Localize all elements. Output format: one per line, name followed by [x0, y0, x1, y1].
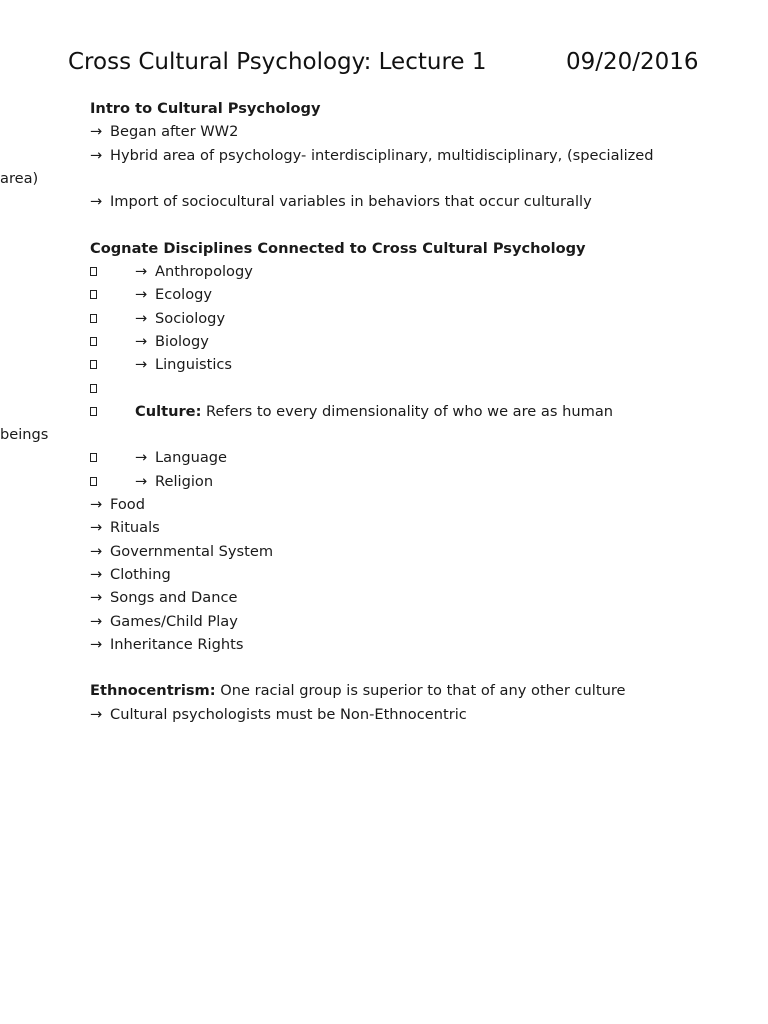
- list-item: → Clothing: [90, 563, 690, 586]
- arrow-icon: →: [90, 565, 103, 583]
- arrow-icon: →: [135, 263, 148, 281]
- list-item-continuation: area): [0, 169, 39, 187]
- list-item: → Hybrid area of psychology- interdisciplinary, multidisciplinary, (specialized: [90, 144, 690, 167]
- checkbox-square-icon: [90, 290, 97, 299]
- term-culture: Culture:: [135, 402, 202, 420]
- list-item: → Language: [90, 446, 690, 469]
- checkbox-square-icon: [90, 314, 97, 323]
- list-item: → Inheritance Rights: [90, 633, 690, 656]
- list-item: → Religion: [90, 470, 690, 493]
- arrow-icon: →: [90, 705, 103, 723]
- checkbox-square-icon: [90, 407, 97, 416]
- culture-definition-continuation: beings: [0, 426, 49, 444]
- arrow-icon: →: [135, 286, 148, 304]
- checkbox-square-icon: [90, 384, 97, 393]
- arrow-icon: →: [90, 193, 103, 211]
- list-item: → Began after WW2: [90, 120, 690, 143]
- checkbox-square-icon: [90, 360, 97, 369]
- page-title: Cross Cultural Psychology: Lecture 1: [68, 49, 487, 75]
- section-heading-cognate: Cognate Disciplines Connected to Cross Cultural Psychology: [90, 239, 586, 257]
- list-item: → Songs and Dance: [90, 586, 690, 609]
- list-item: → Anthropology: [90, 260, 690, 283]
- arrow-icon: →: [90, 542, 103, 560]
- list-item-empty: [90, 377, 690, 400]
- list-item: → Rituals: [90, 516, 690, 539]
- checkbox-square-icon: [90, 477, 97, 486]
- checkbox-square-icon: [90, 337, 97, 346]
- ethnocentrism-definition: Ethnocentrism: One racial group is superior to that of any other culture: [90, 682, 626, 700]
- arrow-icon: →: [135, 309, 148, 327]
- arrow-icon: →: [90, 146, 103, 164]
- arrow-icon: →: [90, 635, 103, 653]
- culture-definition: Culture: Refers to every dimensionality of who we are as human: [90, 400, 690, 423]
- lecture-date: 09/20/2016: [566, 49, 699, 75]
- arrow-icon: →: [135, 332, 148, 350]
- term-ethnocentrism: Ethnocentrism:: [90, 682, 216, 700]
- arrow-icon: →: [90, 519, 103, 537]
- list-item: → Food: [90, 493, 690, 516]
- list-item: → Linguistics: [90, 353, 690, 376]
- arrow-icon: →: [135, 472, 148, 490]
- notes-body: [0, 97, 690, 726]
- arrow-icon: →: [135, 356, 148, 374]
- checkbox-square-icon: [90, 453, 97, 462]
- arrow-icon: →: [90, 496, 103, 514]
- section-heading-intro: Intro to Cultural Psychology: [90, 100, 321, 117]
- list-item: → Games/Child Play: [90, 610, 690, 633]
- list-item: → Ecology: [90, 283, 690, 306]
- checkbox-square-icon: [90, 267, 97, 276]
- arrow-icon: →: [90, 612, 103, 630]
- arrow-icon: →: [90, 123, 103, 141]
- arrow-icon: →: [90, 589, 103, 607]
- list-item: → Cultural psychologists must be Non-Ethnocentric: [90, 703, 690, 726]
- arrow-icon: →: [135, 449, 148, 467]
- list-item: → Import of sociocultural variables in behaviors that occur culturally: [90, 190, 690, 213]
- list-item: → Governmental System: [90, 540, 690, 563]
- list-item: → Sociology: [90, 307, 690, 330]
- list-item: → Biology: [90, 330, 690, 353]
- page-header: [68, 46, 708, 78]
